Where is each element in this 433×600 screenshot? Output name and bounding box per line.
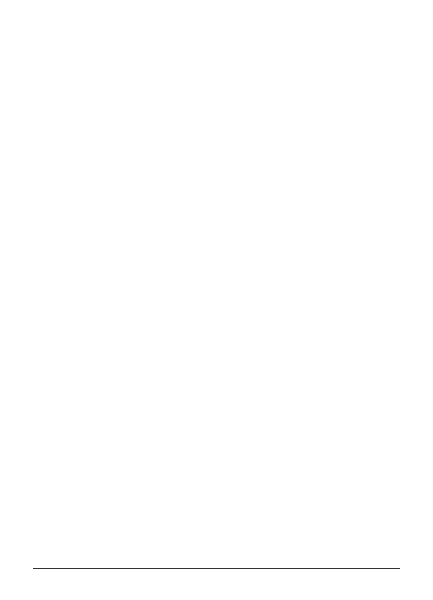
footer-divider: [33, 568, 400, 569]
